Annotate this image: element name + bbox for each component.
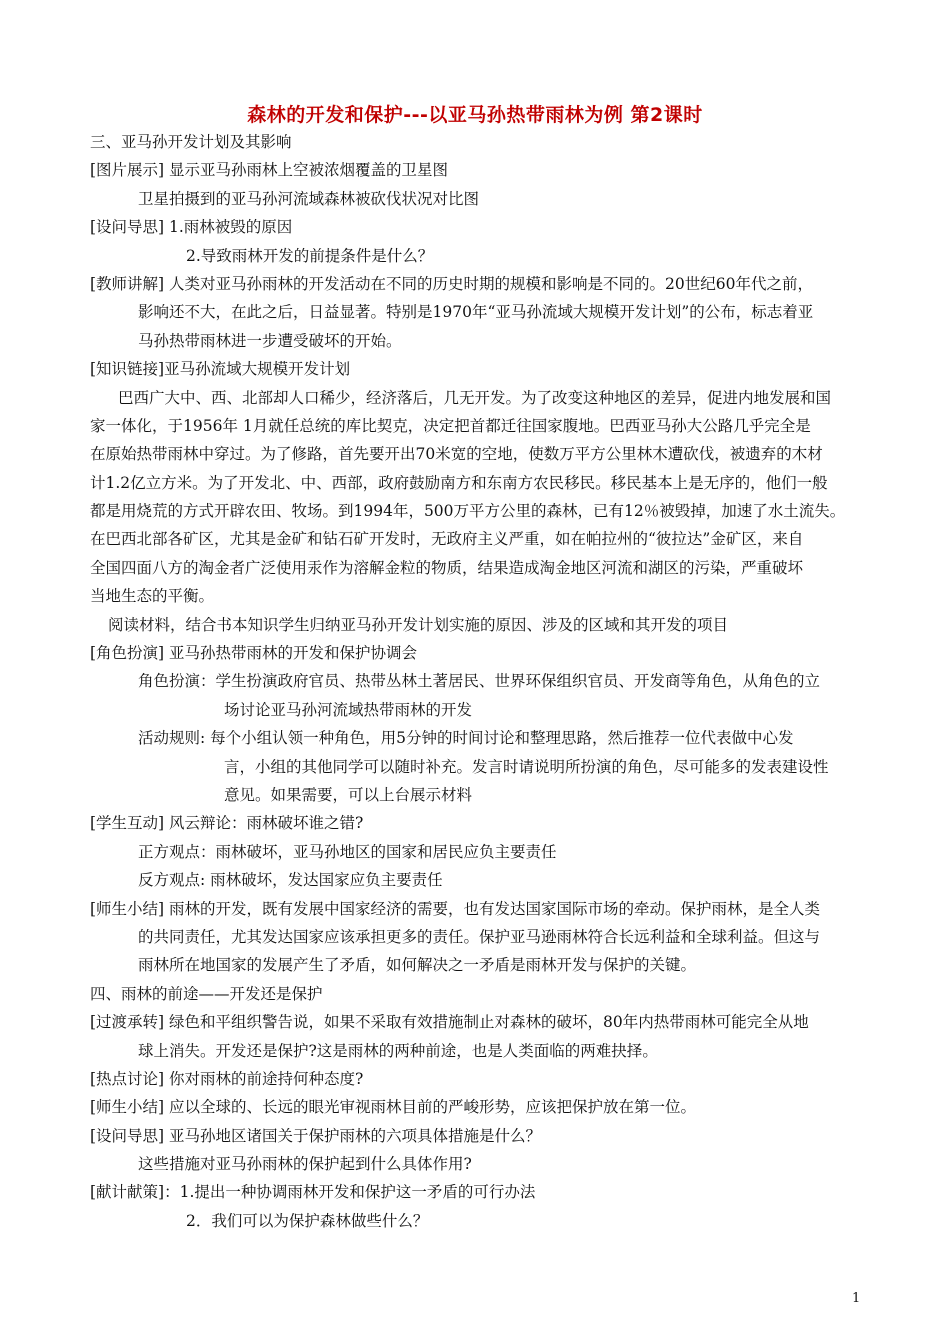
paragraph-line: 在原始热带雨林中穿过。为了修路，首先要开出70米宽的空地，使数万平方公里林木遭砍伐，被遗弃的木材 — [90, 445, 823, 464]
text-line: [图片展示] 显示亚马孙雨林上空被浓烟覆盖的卫星图 — [90, 161, 449, 180]
paragraph-line: 计1.2亿立方米。为了开发北、中、西部，政府鼓励南方和东南方农民移民。移民基本上是无序的，他们一般 — [90, 473, 828, 492]
text-line: [设问导思] 亚马孙地区诸国关于保护雨林的六项具体措施是什么？ — [90, 1126, 542, 1145]
text-line: 马孙热带雨林进一步遭受破坏的开始。 — [138, 331, 402, 350]
text-line: 意见。如果需要，可以上台展示材料 — [224, 785, 473, 804]
text-line: 雨林所在地国家的发展产生了矛盾，如何解决之一矛盾是雨林开发与保护的关键。 — [138, 956, 697, 975]
text-line: [师生小结] 雨林的开发，既有发展中国家经济的需要，也有发达国家国际市场的牵动。保护雨林，是全人类 — [90, 899, 821, 918]
text-line: 正方观点：雨林破坏，亚马孙地区的国家和居民应负主要责任 — [138, 842, 557, 861]
text-line: 角色扮演：学生扮演政府官员、热带丛林土著居民、世界环保组织官员、开发商等角色，从角色的立 — [138, 672, 821, 691]
text-line: 反方观点: 雨林破坏，发达国家应负主要责任 — [138, 871, 443, 890]
paragraph-line: 全国四面八方的淘金者广泛使用汞作为溶解金粒的物质，结果造成淘金地区河流和湖区的污染，严重破坏 — [90, 558, 804, 577]
text-line: [知识链接]亚马孙流域大规模开发计划 — [90, 360, 351, 379]
paragraph-line: 在巴西北部各矿区，尤其是金矿和钻石矿开发时，无政府主义严重，如在帕拉州的“彼拉达”金矿区，来自 — [90, 530, 804, 549]
text-line: 卫星拍摄到的亚马孙河流域森林被砍伐状况对比图 — [138, 189, 480, 208]
section-heading: 四、雨林的前途——开发还是保护 — [90, 984, 323, 1003]
text-line: [师生小结] 应以全球的、长远的眼光审视雨林目前的严峻形势，应该把保护放在第一位。 — [90, 1098, 697, 1117]
document-title: 森林的开发和保护---以亚马孙热带雨林为例 第2课时 — [247, 104, 703, 126]
text-line: [教师讲解] 人类对亚马孙雨林的开发活动在不同的历史时期的规模和影响是不同的。20世纪60年代之前， — [90, 274, 813, 293]
paragraph-line: 巴西广大中、西、北部却人口稀少，经济落后，几无开发。为了改变这种地区的差异，促进内地发展和国 — [118, 388, 832, 407]
text-line: [献计献策]：1.提出一种协调雨林开发和保护这一矛盾的可行办法 — [90, 1183, 536, 1202]
text-line: 2．我们可以为保护森林做些什么？ — [186, 1211, 429, 1230]
paragraph-line: 阅读材料，结合书本知识学生归纳亚马孙开发计划实施的原因、涉及的区域和其开发的项目 — [108, 615, 729, 634]
text-line: 影响还不大，在此之后，日益显著。特别是1970年“亚马孙流域大规模开发计划”的公布，标志着亚 — [138, 303, 814, 322]
page-number: 1 — [852, 1291, 861, 1306]
text-line: [设问导思] 1.雨林被毁的原因 — [90, 218, 293, 237]
text-line: 这些措施对亚马孙雨林的保护起到什么具体作用? — [138, 1155, 472, 1174]
text-line: 活动规则: 每个小组认领一种角色，用5分钟的时间讨论和整理思路，然后推荐一位代表做中心发 — [138, 729, 794, 748]
text-line: [学生互动] 风云辩论：雨林破坏谁之错? — [90, 814, 364, 833]
paragraph-line: 当地生态的平衡。 — [90, 587, 215, 606]
text-line: 2.导致雨林开发的前提条件是什么？ — [186, 246, 434, 265]
text-line: [角色扮演] 亚马孙热带雨林的开发和保护协调会 — [90, 644, 418, 663]
document-body — [90, 128, 870, 1235]
text-line: [过渡承转] 绿色和平组织警告说，如果不采取有效措施制止对森林的破坏，80年内热带雨林可能完全从地 — [90, 1013, 809, 1032]
text-line: 球上消失。开发还是保护?这是雨林的两种前途，也是人类面临的两难抉择。 — [138, 1041, 658, 1060]
text-line: 场讨论亚马孙河流域热带雨林的开发 — [224, 700, 473, 719]
paragraph-line: 都是用烧荒的方式开辟农田、牧场。到1994年，500万平方公里的森林，已有12％被毁掉，加速了水土流失。 — [90, 502, 846, 521]
text-line: [热点讨论] 你对雨林的前途持何种态度? — [90, 1069, 364, 1088]
text-line: 言，小组的其他同学可以随时补充。发言时请说明所扮演的角色，尽可能多的发表建设性 — [224, 757, 829, 776]
paragraph-line: 家一体化，于1956年 1月就任总统的库比契克，决定把首都迁往国家腹地。巴西亚马孙大公路几乎完全是 — [90, 416, 811, 435]
text-line: 的共同责任，尤其发达国家应该承担更多的责任。保护亚马逊雨林符合长远利益和全球利益。但这与 — [138, 927, 821, 946]
section-heading: 三、亚马孙开发计划及其影响 — [90, 133, 292, 151]
